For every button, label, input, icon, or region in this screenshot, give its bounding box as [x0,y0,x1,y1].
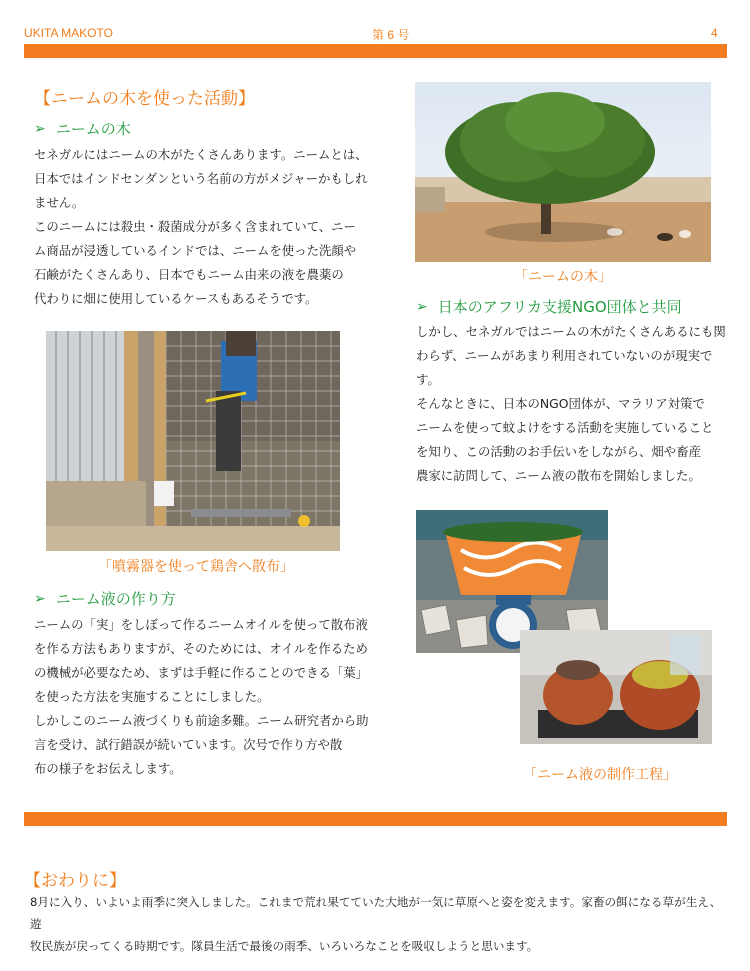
subheading-neem-tree-label: ニームの木 [55,120,131,138]
header-bar [24,44,727,58]
process-caption: 「ニーム液の制作工程」 [523,767,677,783]
tree-caption: 「ニームの木」 [514,269,612,285]
arrow-bullet-icon: ➢ [416,298,428,315]
neem-liquid-text: ニームの「実」をしぼって作るニームオイルを使って散布液 を作る方法もありますが、そのためには、オイルを作るため の機械が必要なため、まずは手軽に作ることのできる「葉」 を使った方法を実施することにしました。 しかしこのニーム液づくりも前途多難。ニーム研究者から助 言を受け、試行錯誤が続いています。次号で作り方や散 布の様子をお伝えします。 [34,617,369,776]
subheading-ngo-label: 日本のアフリカ支援NGO団体と共同 [437,298,682,316]
closing-text: 8月に入り、いよいよ雨季に突入しました。これまで荒れ果てていた大地が一気に草原へと姿を変えます。家畜の餌になる草が生え、遊 牧民族が戻ってくる時期です。隊員生活で最後の雨季、いろいろなことを吸収しようと思います。 [30,895,722,953]
neem-tree-text: セネガルにはニームの木がたくさんあります。ニームとは、 日本ではインドセンダンという名前の方がメジャーかもしれ ません。 このニームには殺虫・殺菌成分が多く含まれていて、ニー ム商品が浸透しているインドでは、ニームを使った洗顔や 石鹸がたくさんあり、日本でもニーム由来の液を農薬の 代わりに畑に使用しているケースもあるそうです。 [34,147,368,306]
pots-photo [520,630,712,744]
subheading-neem-tree [34,118,131,139]
arrow-bullet-icon: ➢ [34,120,46,137]
closing-title: 【おわりに】 [24,871,126,891]
subheading-ngo [416,296,682,317]
issue-number: 第 6 号 [372,28,410,42]
author-name: UKITA MAKOTO [24,26,113,40]
arrow-bullet-icon: ➢ [34,590,46,607]
section-title: 【ニームの木を使った活動】 [34,89,255,109]
divider-bar [24,812,727,826]
subheading-neem-liquid [34,588,176,609]
sprayer-caption: 「噴霧器を使って鶏舎へ散布」 [98,559,294,575]
page-number: 4 [711,26,718,40]
neem-tree-photo [415,82,711,262]
subheading-neem-liquid-label: ニーム液の作り方 [55,590,176,608]
ngo-text: しかし、セネガルではニームの木がたくさんあるにも関 わらず、ニームがあまり利用されていないのが現実で す。 そんなときに、日本のNGO団体が、マラリア対策で ニームを使って蚊よけをする活動を実施していること を知り、この活動のお手伝いをしながら、畑や畜産 農家に訪問して、ニーム液の散布を開始しました。 [416,324,726,483]
sprayer-photo [46,331,340,551]
